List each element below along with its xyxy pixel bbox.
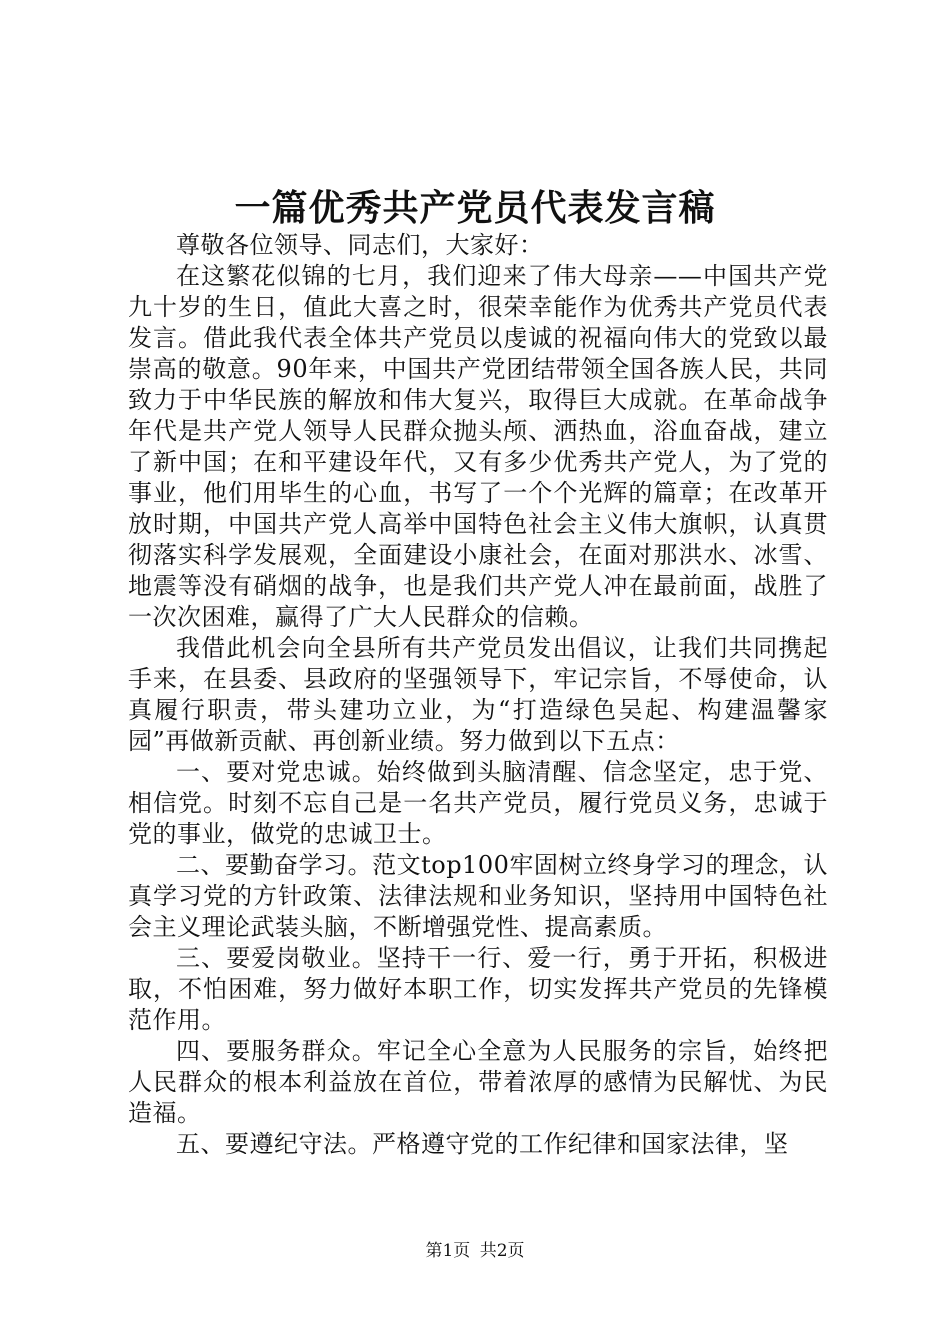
paragraph-point-2: 二、要勤奋学习。范文top100牢固树立终身学习的理念，认真学习党的方针政策、法律法规和业务知识，坚持用中国特色社会主义理论武装头脑，不断增强党性、提高素质。 [128,851,828,941]
paragraph-salutation: 尊敬各位领导、同志们，大家好： [176,231,544,259]
paragraph-point-5: 五、要遵纪守法。严格遵守党的工作纪律和国家法律，坚 [176,1130,789,1158]
paragraph-point-3: 三、要爱岗敬业。坚持干一行、爱一行，勇于开拓，积极进取，不怕困难，努力做好本职工作，切实发挥共产党员的先锋模范作用。 [128,944,828,1034]
paragraph-point-4: 四、要服务群众。牢记全心全意为人民服务的宗旨，始终把人民群众的根本利益放在首位，带着浓厚的感情为民解忧、为民造福。 [128,1037,828,1127]
paragraph-intro: 在这繁花似锦的七月，我们迎来了伟大母亲——中国共产党九十岁的生日，值此大喜之时，很荣幸能作为优秀共产党员代表发言。借此我代表全体共产党员以虔诚的祝福向伟大的党致以最崇高的敬意。90年来，中国共产党团结带领全国各族人民，共同致力于中华民族的解放和伟大复兴，取得巨大成就。在革命战争年代是共产党人领导人民群众抛头颅、洒热血，浴血奋战，建立了新中国；在和平建设年代，又有多少优秀共产党人，为了党的事业，他们用毕生的心血，书写了一个个光辉的篇章；在改革开放时期，中国共产党人高举中国特色社会主义伟大旗帜，认真贯彻落实科学发展观，全面建设小康社会，在面对那洪水、冰雪、地震等没有硝烟的战争，也是我们共产党人冲在最前面，战胜了一次次困难，赢得了广大人民群众的信赖。 [128,262,828,631]
paragraph-proposal: 我借此机会向全县所有共产党员发出倡议，让我们共同携起手来，在县委、县政府的坚强领导下，牢记宗旨，不辱使命，认真履行职责，带头建功立业，为“打造绿色吴起、构建温馨家园”再做新贡献、再创新业绩。努力做到以下五点： [128,634,828,755]
document-body [128,230,828,1160]
page-number: 第1页 [425,1241,471,1261]
page-total: 共2页 [479,1241,525,1261]
document-title: 一篇优秀共产党员代表发言稿 [234,187,716,229]
paragraph-point-1: 一、要对党忠诚。始终做到头脑清醒、信念坚定，忠于党、相信党。时刻不忘自己是一名共产党员，履行党员义务，忠诚于党的事业，做党的忠诚卫士。 [128,758,828,848]
page-footer [0,1239,950,1263]
